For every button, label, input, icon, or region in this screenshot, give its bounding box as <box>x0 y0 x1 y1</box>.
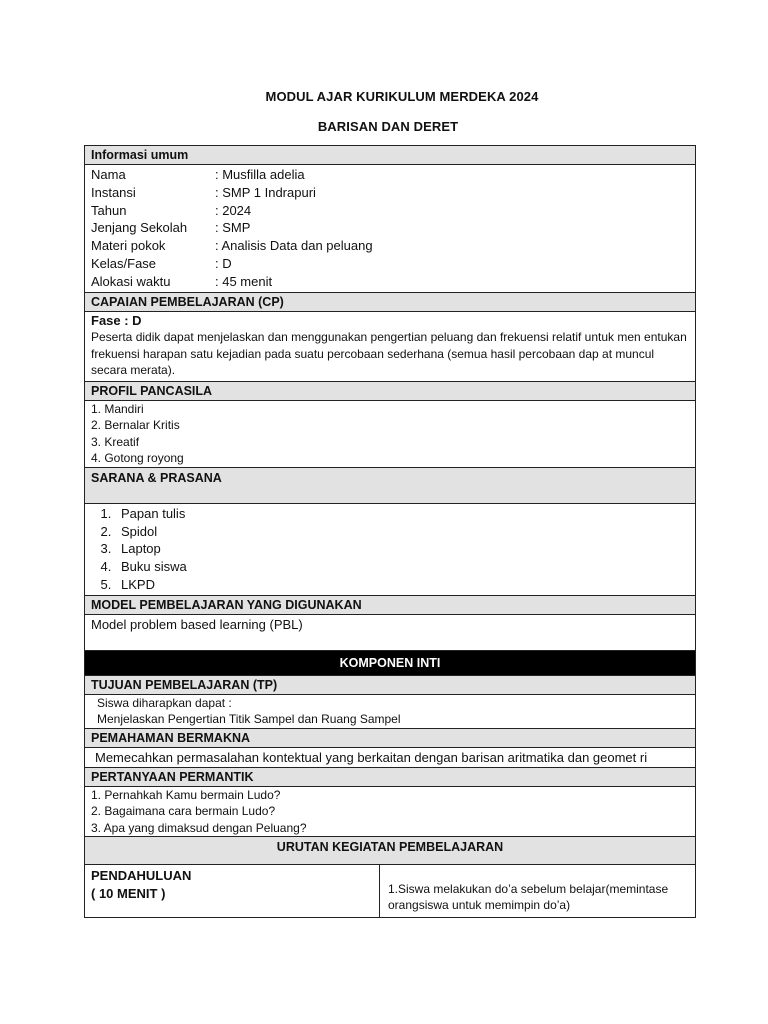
sarana-item: 1. Papan tulis <box>115 505 695 523</box>
info-field-label: Tahun <box>91 202 127 218</box>
pendahuluan-time: ( 10 MENIT ) <box>91 886 166 902</box>
sarana-list-box <box>85 504 695 596</box>
info-field-row <box>91 202 689 220</box>
section-header-sarana: SARANA & PRASANA <box>85 468 695 504</box>
info-field-row <box>91 255 689 273</box>
pertanyaan-item: 3. Apa yang dimaksud dengan Peluang? <box>91 820 307 835</box>
section-header-komponen-inti: KOMPONEN INTI <box>85 651 695 676</box>
info-field-value: : Analisis Data dan peluang <box>215 238 373 254</box>
pendahuluan-activity: 1.Siswa melakukan do’a sebelum belajar(memintase orangsiswa untuk memimpin do’a) <box>388 882 669 913</box>
sarana-item: 4. Buku siswa <box>115 558 695 576</box>
info-field-value: : SMP <box>215 220 251 236</box>
sarana-item: 3. Laptop <box>115 540 695 558</box>
pertanyaan-item: 2. Bagaimana cara bermain Ludo? <box>91 804 276 819</box>
info-field-label: Instansi <box>91 184 136 200</box>
document-title: MODUL AJAR KURIKULUM MERDEKA 2024 <box>265 89 539 104</box>
info-field-row <box>91 219 689 237</box>
capaian-text: Peserta didik dapat menjelaskan dan menggunakan pengertian peluang dan frekuensi relatif untuk men entukan frekuensi harapan satu kejadian pada suatu percobaan sederhana (semua hasil percobaan dap at muncul secara merata). <box>91 330 687 378</box>
tujuan-body <box>85 695 695 729</box>
info-field-value: : Musfilla adelia <box>215 167 305 182</box>
info-field-value: : D <box>215 255 232 271</box>
section-header-informasi-umum: Informasi umum <box>85 146 695 165</box>
fase-label: Fase : D <box>91 312 142 328</box>
pemahaman-text: Memecahkan permasalahan kontektual yang berkaitan dengan barisan aritmatika dan geomet ri <box>85 748 695 768</box>
profil-item: 3. Kreatif <box>91 434 140 449</box>
pendahuluan-row <box>85 865 695 917</box>
capaian-body <box>85 312 695 382</box>
info-field-label: Alokasi waktu <box>91 273 171 289</box>
profil-item: 2. Bernalar Kritis <box>91 418 180 433</box>
info-field-row <box>91 184 689 202</box>
info-field-row <box>91 273 689 291</box>
tujuan-line: Siswa diharapkan dapat : <box>97 695 232 710</box>
sarana-list <box>85 505 695 594</box>
profil-list <box>85 401 695 468</box>
informasi-umum-fields <box>85 165 695 293</box>
model-text: Model problem based learning (PBL) <box>85 615 695 651</box>
section-header-profil: PROFIL PANCASILA <box>85 382 695 401</box>
info-field-label: Jenjang Sekolah <box>91 220 188 236</box>
info-field-value: : 2024 <box>215 202 252 218</box>
modul-table <box>84 145 696 918</box>
sarana-item: 2. Spidol <box>115 523 695 541</box>
section-header-pertanyaan: PERTANYAAN PERMANTIK <box>85 768 695 787</box>
pertanyaan-item: 1. Pernahkah Kamu bermain Ludo? <box>91 787 281 802</box>
sarana-item: 5. LKPD <box>115 576 695 594</box>
info-field-value: : 45 menit <box>215 273 273 289</box>
pendahuluan-label: PENDAHULUAN <box>91 868 192 884</box>
section-header-urutan: URUTAN KEGIATAN PEMBELAJARAN <box>85 837 695 865</box>
section-header-tujuan: TUJUAN PEMBELAJARAN (TP) <box>85 676 695 695</box>
info-field-value: : SMP 1 Indrapuri <box>215 184 316 200</box>
info-field-row <box>91 237 689 255</box>
tujuan-line: Menjelaskan Pengertian Titik Sampel dan Ruang Sampel <box>97 712 401 727</box>
section-header-pemahaman: PEMAHAMAN BERMAKNA <box>85 729 695 748</box>
info-field-label: Nama <box>91 167 126 182</box>
profil-item: 4. Gotong royong <box>91 451 184 466</box>
section-header-capaian: CAPAIAN PEMBELAJARAN (CP) <box>85 293 695 312</box>
pendahuluan-cell <box>85 865 380 917</box>
profil-item: 1. Mandiri <box>91 401 144 416</box>
info-field-label: Materi pokok <box>91 238 166 254</box>
document-subtitle: BARISAN DAN DERET <box>317 119 459 134</box>
info-field-row <box>91 166 689 184</box>
pertanyaan-list <box>85 787 695 838</box>
section-header-model: MODEL PEMBELAJARAN YANG DIGUNAKAN <box>85 596 695 615</box>
info-field-label: Kelas/Fase <box>91 255 157 271</box>
